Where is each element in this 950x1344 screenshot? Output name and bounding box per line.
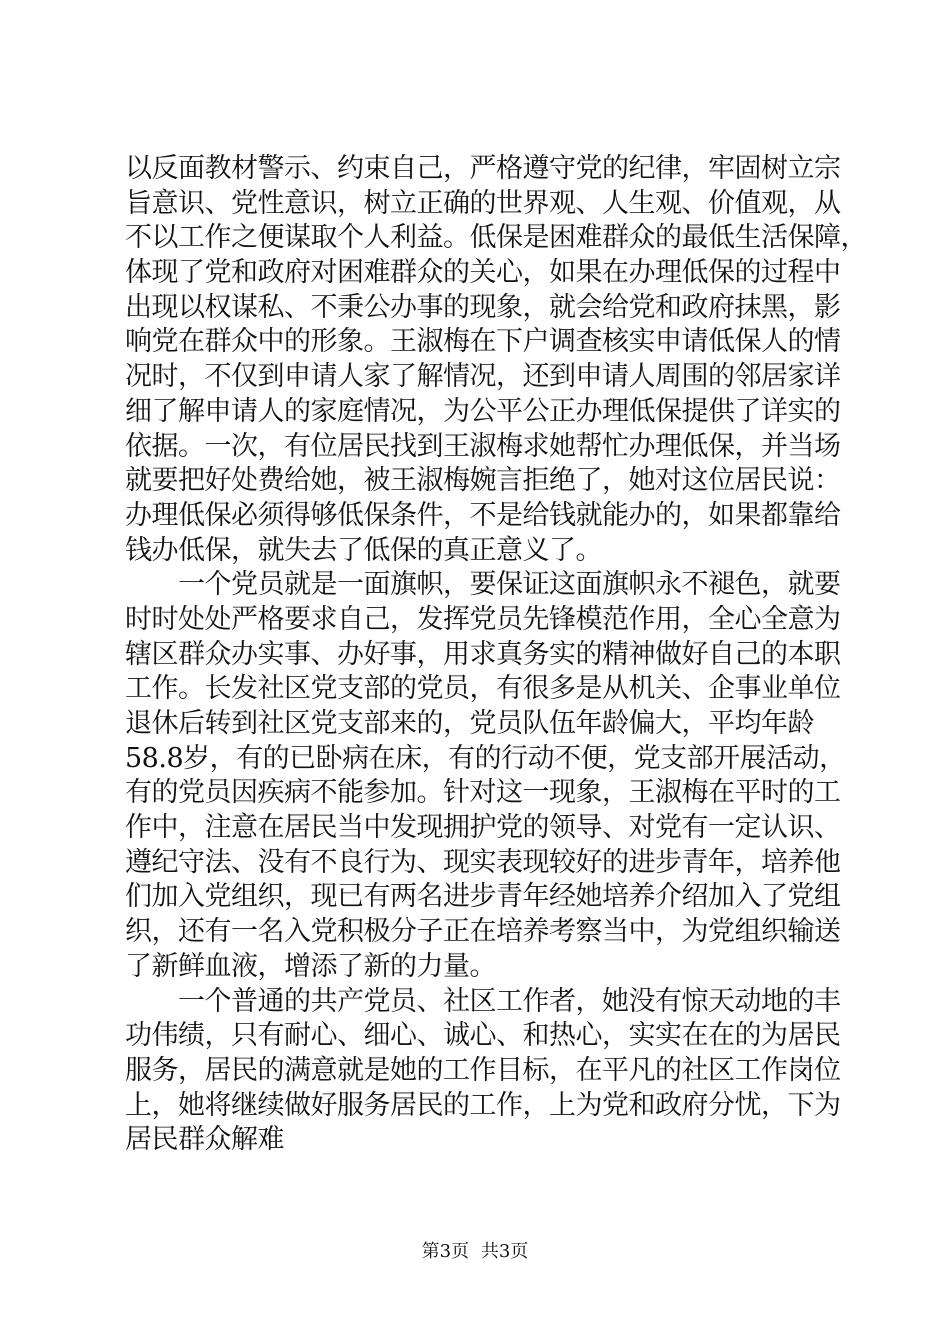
text-line: 不以工作之便谋取个人利益。低保是困难群众的最低生活保障， (125, 222, 867, 254)
text-line: 有的党员因疾病不能参加。针对这一现象，王淑梅在平时的工 (125, 777, 841, 809)
text-line: 上，她将继续做好服务居民的工作，上为党和政府分忧，下为 (125, 1089, 841, 1121)
text-line: 服务，居民的满意就是她的工作目标，在平凡的社区工作岗位 (125, 1054, 841, 1086)
text-line: 退休后转到社区党支部来的，党员队伍年龄偏大，平均年龄 (125, 708, 814, 739)
text-line: 时时处处严格要求自己，发挥党员先锋模范作用，全心全意为 (125, 603, 841, 635)
page-footer (0, 1240, 950, 1264)
text-line: 依据。一次，有位居民找到王淑梅求她帮忙办理低保，并当场 (125, 430, 841, 462)
text-line: 功伟绩，只有耐心、细心、诚心、和热心，实实在在的为居民 (125, 1020, 841, 1052)
text-line: 们加入党组织，现已有两名进步青年经她培养介绍加入了党组 (125, 881, 841, 913)
text-line: 钱办低保，就失去了低保的真正意义了。 (125, 534, 602, 566)
text-line: 居民群众解难 (125, 1124, 284, 1156)
text-line: 辖区群众办实事、办好事，用求真务实的精神做好自己的本职 (125, 638, 841, 670)
text-line: 旨意识、党性意识，树立正确的世界观、人生观、价值观，从 (125, 187, 841, 219)
text-line: 织，还有一名入党积极分子正在培养考察当中，为党组织输送 (125, 916, 841, 948)
text-line: 了新鲜血液，增添了新的力量。 (125, 950, 496, 982)
text-line: 体现了党和政府对困难群众的关心，如果在办理低保的过程中 (125, 257, 841, 289)
text-line: 一个党员就是一面旗帜，要保证这面旗帜永不褪色，就要 (125, 569, 841, 601)
page-total: 共3页 (480, 1241, 529, 1262)
text-line: 以反面教材警示、约束自己，严格遵守党的纪律，牢固树立宗 (125, 153, 841, 184)
document-body (125, 152, 867, 1158)
text-line: 工作。长发社区党支部的党员，有很多是从机关、企事业单位 (125, 673, 841, 705)
text-line: 就要把好处费给她，被王淑梅婉言拒绝了，她对这位居民说： (125, 465, 841, 497)
text-line: 出现以权谋私、不秉公办事的现象，就会给党和政府抹黑，影 (125, 291, 841, 323)
text-line: 响党在群众中的形象。王淑梅在下户调查核实申请低保人的情 (125, 326, 841, 358)
text-line: 一个普通的共产党员、社区工作者，她没有惊天动地的丰 (125, 985, 841, 1017)
text-line: 细了解申请人的家庭情况，为公平公正办理低保提供了详实的 (125, 395, 841, 427)
text-line: 况时，不仅到申请人家了解情况，还到申请人周围的邻居家详 (125, 361, 841, 393)
text-line: 作中，注意在居民当中发现拥护党的领导、对党有一定认识、 (125, 812, 841, 844)
page-number: 第3页 (421, 1241, 470, 1262)
text-line: 58.8岁，有的已卧病在床，有的行动不便，党支部开展活动， (125, 742, 846, 774)
text-line: 办理低保必须得够低保条件，不是给钱就能办的，如果都靠给 (125, 499, 841, 531)
text-line: 遵纪守法、没有不良行为、现实表现较好的进步青年，培养他 (125, 846, 841, 878)
